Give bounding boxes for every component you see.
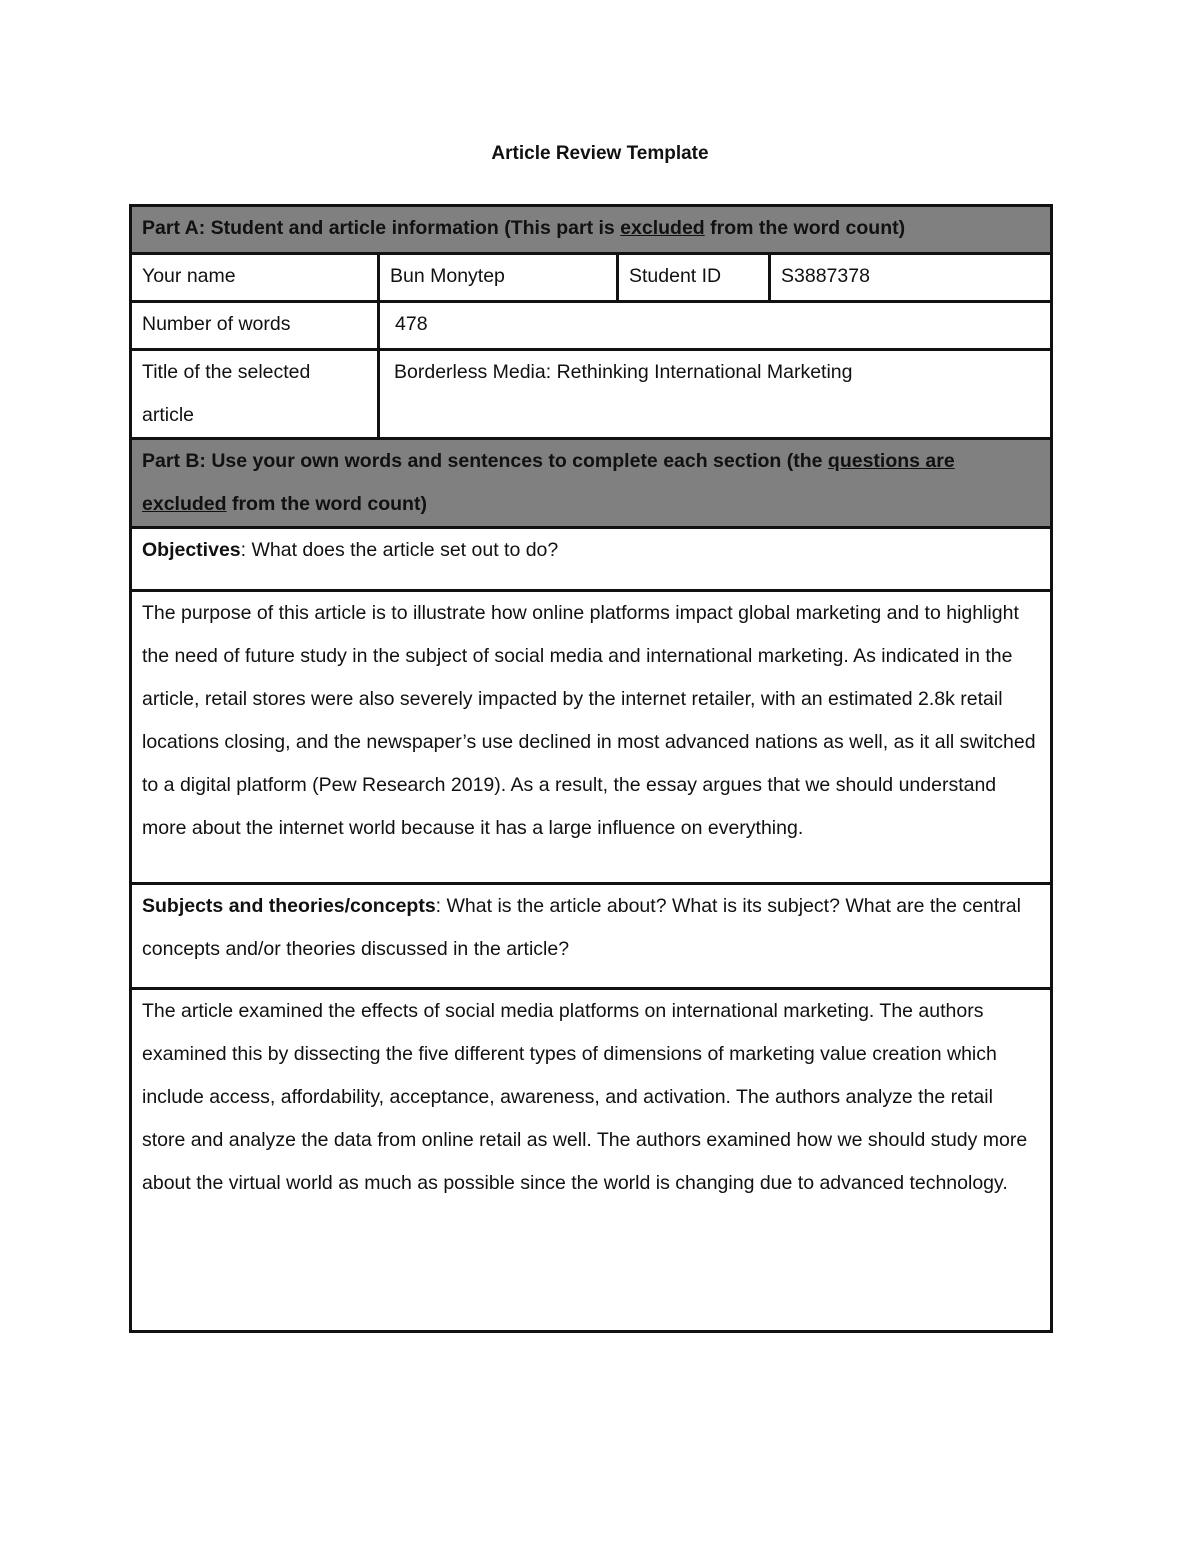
subjects-question-text: : What is the article about? What is its subject? What are the central concepts and/or theories discussed in the article?	[142, 895, 1021, 960]
words-value: 478	[379, 302, 1052, 350]
article-title-label: Title of the selected article	[131, 350, 379, 439]
name-row	[131, 254, 1052, 302]
part-b-header-row	[131, 439, 1052, 528]
review-table	[129, 204, 1053, 1333]
part-a-header-row	[131, 206, 1052, 254]
subjects-question-row	[131, 884, 1052, 989]
document-title: Article Review Template	[491, 143, 709, 164]
name-value: Bun Monytep	[379, 254, 618, 302]
subjects-label: Subjects and theories/concepts	[142, 895, 436, 917]
objectives-answer-row	[131, 591, 1052, 884]
words-row	[131, 302, 1052, 350]
name-label: Your name	[131, 254, 379, 302]
student-id-value: S3887378	[770, 254, 1052, 302]
part-b-heading-prefix: Part B: Use your own words and sentences to complete each section (the	[142, 450, 828, 472]
part-a-heading-suffix: from the word count)	[704, 217, 906, 239]
words-label: Number of words	[131, 302, 379, 350]
article-title-value: Borderless Media: Rethinking International Marketing	[379, 350, 1052, 439]
part-a-heading	[131, 206, 1052, 254]
objectives-question	[131, 528, 1052, 591]
part-a-heading-underlined: excluded	[620, 217, 705, 239]
objectives-answer: The purpose of this article is to illustrate how online platforms impact global marketing and to highlight the need of future study in the subject of social media and international marketing. As indicated in the article, retail stores were also severely impacted by the internet retailer, with an estimated 2.8k retail locations closing, and the newspaper’s use declined in most advanced nations as well, as it all switched to a digital platform (Pew Research 2019). As a result, the essay argues that we should understand more about the internet world because it has a large influence on everything.	[131, 591, 1052, 884]
objectives-label: Objectives	[142, 539, 241, 561]
part-b-heading	[131, 439, 1052, 528]
subjects-answer: The article examined the effects of social media platforms on international marketing. The authors examined this by dissecting the five different types of dimensions of marketing value creation which include access, affordability, acceptance, awareness, and activation. The authors analyze the retail store and analyze the data from online retail as well. The authors examined how we should study more about the virtual world as much as possible since the world is changing due to advanced technology.	[131, 989, 1052, 1332]
part-b-heading-underlined: questions are excluded	[142, 450, 955, 515]
objectives-question-row	[131, 528, 1052, 591]
subjects-question	[131, 884, 1052, 989]
part-a-heading-prefix: Part A: Student and article information (This part is	[142, 217, 621, 239]
student-id-label: Student ID	[618, 254, 770, 302]
objectives-question-text: : What does the article set out to do?	[240, 539, 559, 561]
subjects-answer-row	[131, 989, 1052, 1332]
part-b-heading-suffix: from the word count)	[226, 493, 427, 515]
article-title-row	[131, 350, 1052, 439]
